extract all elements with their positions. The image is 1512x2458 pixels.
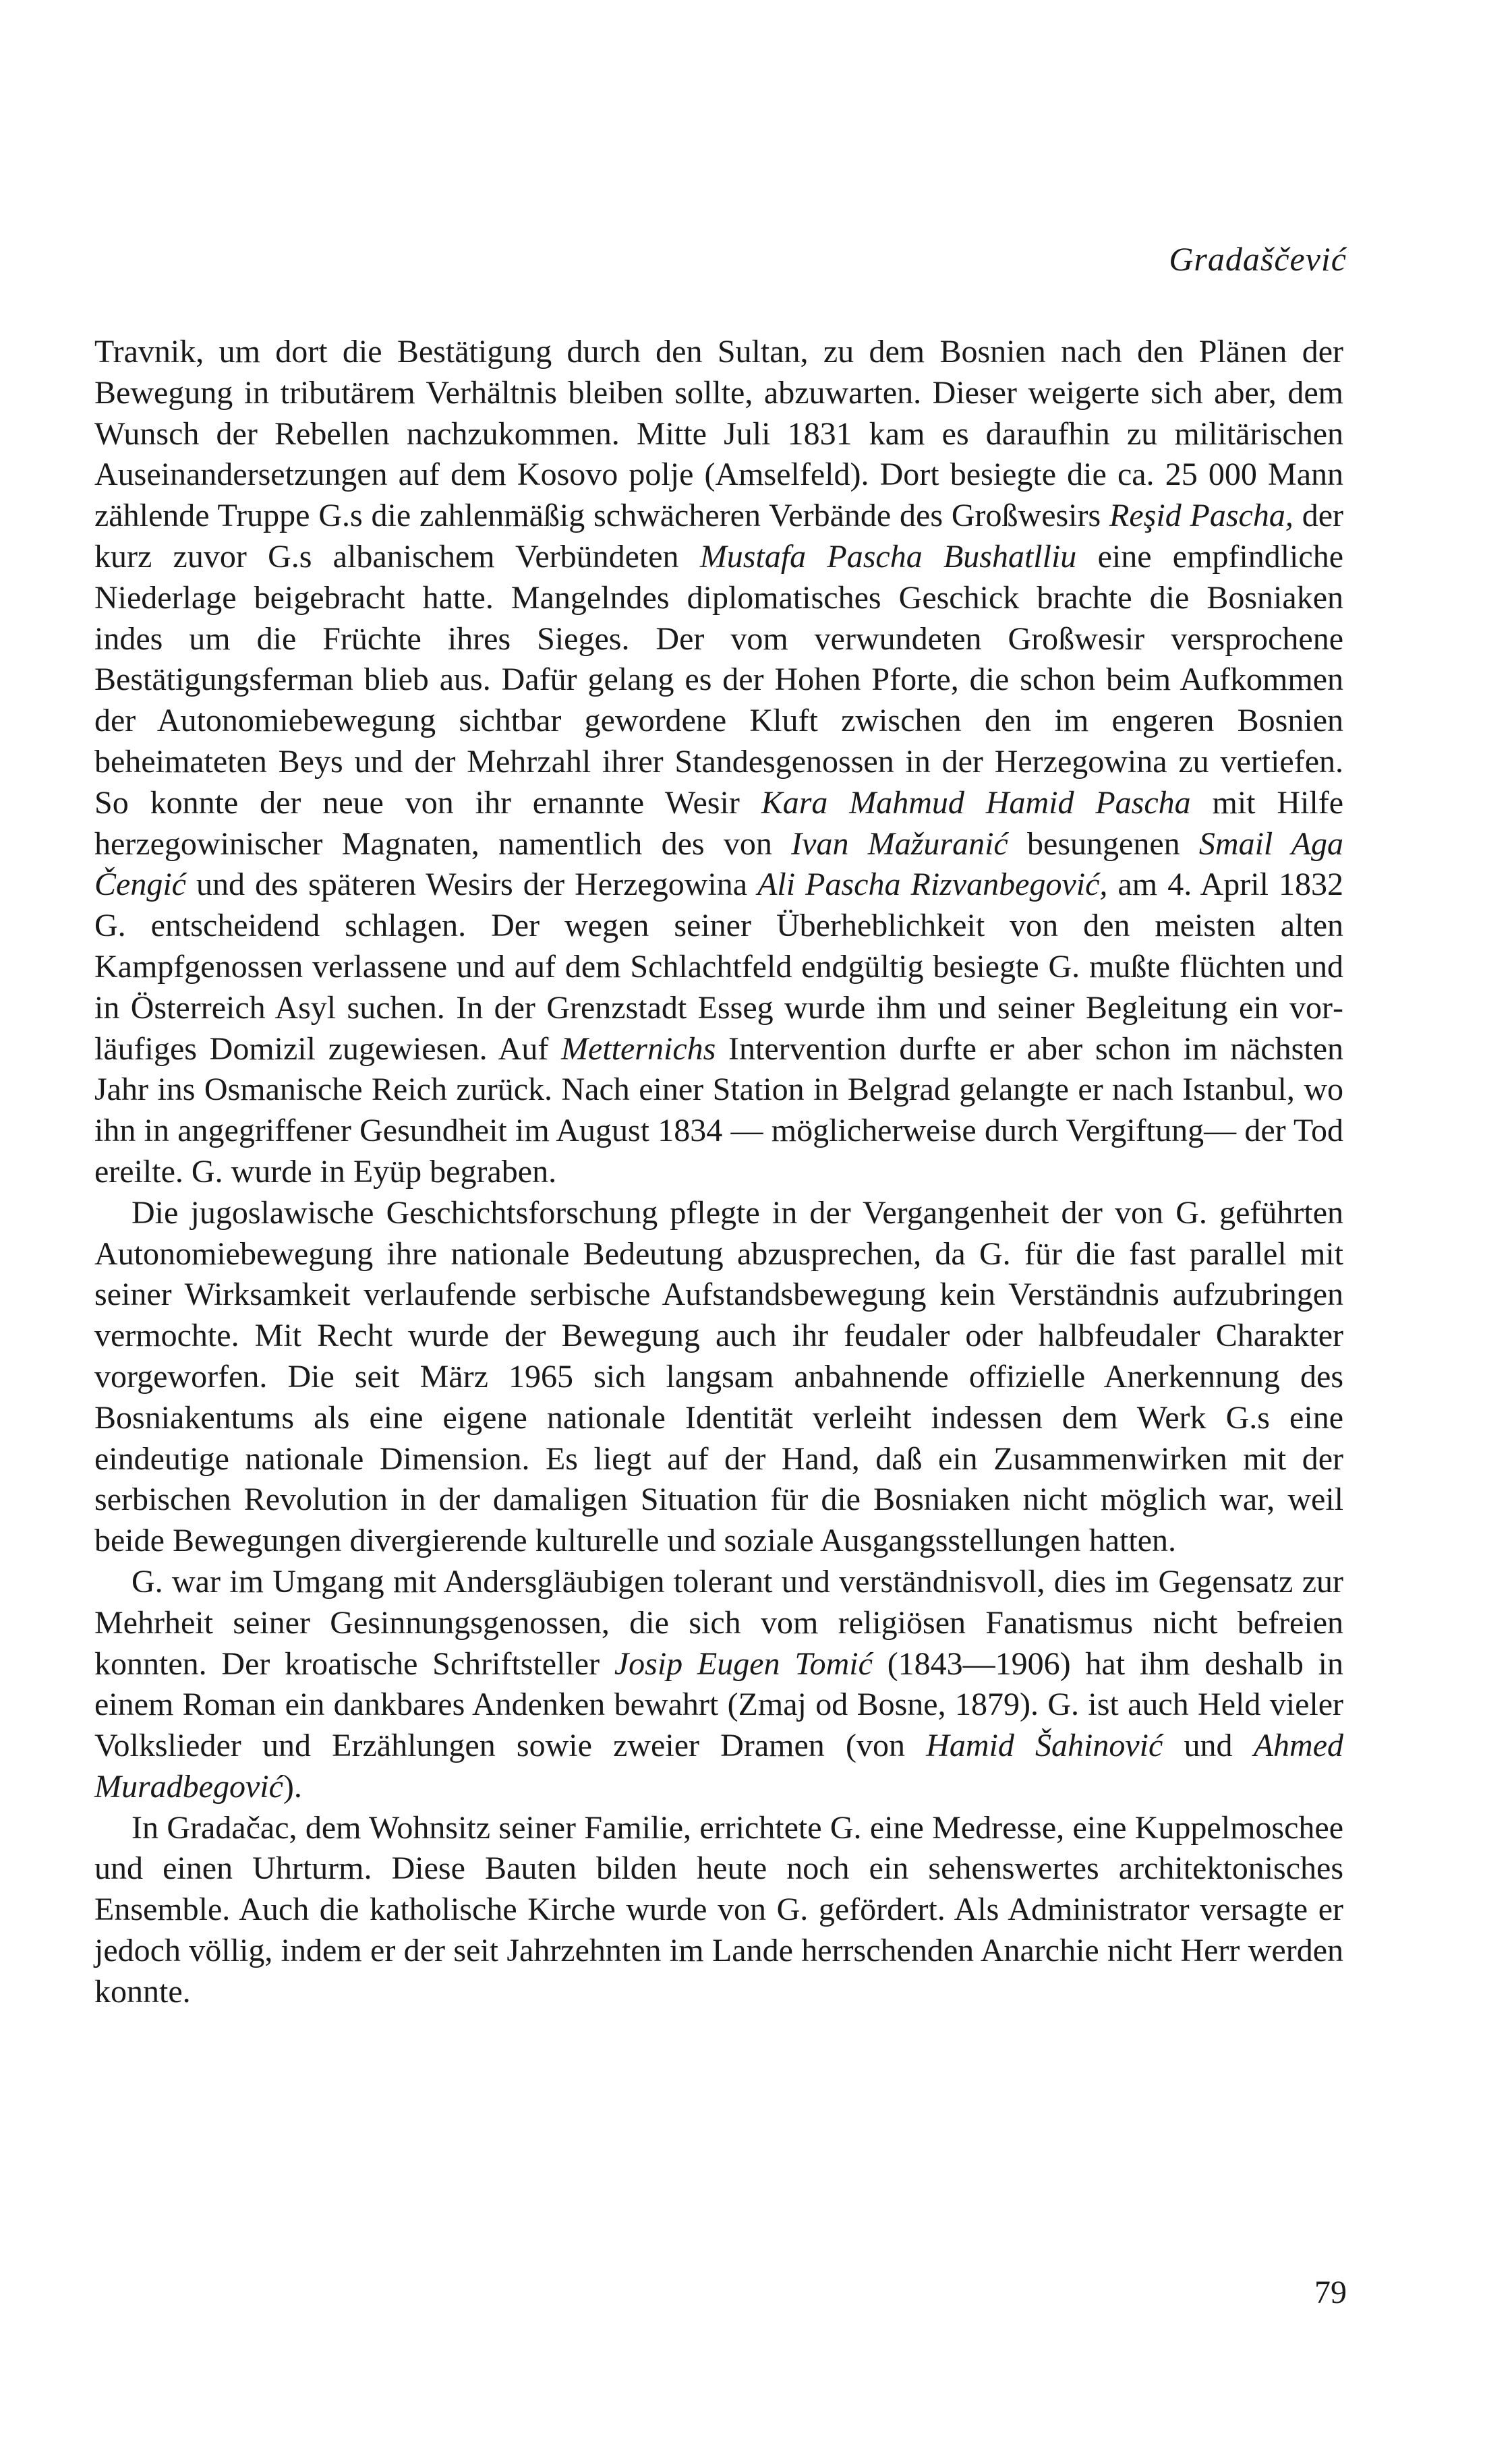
text-run: Travnik, um dort die Bestätigung durch den Sultan, zu dem Bosnien nach den Plänen der Bewegung in tributärem Verhältnis bleiben sollte, abzuwarten. Dieser weigerte sich aber, dem Wunsch der Rebellen nachzukommen. Mitte Juli 1831 kam es daraufhin zu militärischen Auseinandersetzungen auf dem Kosovo polje (Amselfeld). Dort besiegte die ca. 25 000 Mann zählende Truppe G.s die zahlenmäßig schwächeren Verbände des Großwesirs xyxy=(94,334,1343,534)
text-run: besungenen xyxy=(1008,825,1199,862)
body-text xyxy=(94,332,1343,2013)
italic-name: Josip Eugen Tomić xyxy=(614,1645,873,1682)
text-run: In Gradačac, dem Wohnsitz seiner Familie, errichtete G. eine Medresse, eine Kuppelmoschee und einen Uhrturm. Diese Bauten bilden heute noch ein sehenswertes architektonisches Ensemble. Auch die katholische Kirche wurde von G. gefördert. Als Administrator versagte er jedoch völlig, indem er der seit Jahrzehnten im Lande herrschenden Anarchie nicht Herr werden konnte. xyxy=(94,1809,1343,2010)
italic-name: Mustafa Pascha Bushatlliu xyxy=(699,538,1077,575)
text-run: (1843—1906) hat ihm deshalb in einem Roman ein dankbares Andenken bewahrt (Zmaj od Bosne, 1879). G. ist auch Held vieler Volkslieder und Erzählungen sowie zweier Dramen (von xyxy=(94,1645,1343,1764)
page-number: 79 xyxy=(1314,2275,1347,2310)
text-run: eine empfindliche Niederlage beigebracht hatte. Mangelndes diplomatisches Geschick brachte die Bosniaken indes um die Früchte ihres Sieges. Der vom verwundeten Großwesir versprochene Bestätigungsferman blieb aus. Dafür gelang es der Hohen Pforte, die schon beim Aufkommen der Autonomiebewegung sichtbar gewordene Kluft zwischen den im engeren Bosnien beheimateten Beys und der Mehrzahl ihrer Standesgenossen in der Herzegowina zu vertiefen. So konnte der neue von ihr ernannte Wesir xyxy=(94,538,1344,821)
running-head: Gradaščević xyxy=(1169,240,1347,278)
paragraph-1 xyxy=(94,332,1343,1193)
italic-name: Hamid Šahinović xyxy=(926,1728,1163,1764)
italic-name: Metternichs xyxy=(561,1030,716,1067)
italic-name: Ivan Mažuranić xyxy=(791,825,1008,862)
text-run: G. war im Umgang mit Andersgläubigen tolerant und verständnisvoll, dies im Gegensatz zur Mehrheit seiner Gesinnungsgenossen, die sich vom religiösen Fanatismus nicht befreien konnten. Der kroatische Schriftsteller xyxy=(94,1563,1343,1682)
paragraph-2 xyxy=(94,1193,1343,1562)
paragraph-3 xyxy=(94,1562,1343,1808)
text-run: Intervention durfte er aber schon im nächsten Jahr ins Osmanische Reich zurück. Nach einer Station in Belgrad gelangte er nach Istanbul, wo ihn in angegriffener Gesundheit im August 1834 — möglicherweise durch Vergiftung— der Tod ereilte. G. wurde in Eyüp begraben. xyxy=(94,1030,1343,1190)
italic-name: Ahmed Muradbegović xyxy=(94,1728,1344,1805)
text-run: ). xyxy=(283,1768,302,1805)
italic-name: Smail Aga Čengić xyxy=(94,825,1344,903)
italic-name: Ali Pascha Rizvanbegović, xyxy=(757,867,1108,903)
italic-name: Reşid Pascha, xyxy=(1109,498,1293,534)
text-run: am 4. April 1832 G. entscheidend schlagen. Der wegen seiner Überheblichkeit von den meisten alten Kampfgenossen verlassene und auf dem Schlachtfeld endgültig besiegte G. mußte flüchten und in Österreich Asyl suchen. In der Grenzstadt Esseg wurde ihm und seiner Begleitung ein vorläufiges Domizil zugewiesen. Auf xyxy=(94,867,1344,1067)
italic-name: Kara Mahmud Hamid Pascha xyxy=(761,784,1191,821)
text-run: und des späteren Wesirs der Herzegowina xyxy=(185,867,758,903)
text-run: mit Hilfe herzegowinischer Magnaten, namentlich des von xyxy=(94,784,1344,862)
paragraph-4 xyxy=(94,1808,1343,2013)
text-run: Die jugoslawische Geschichtsforschung pflegte in der Vergangenheit der von G. geführten Autonomiebewegung ihre nationale Bedeutung abzusprechen, da G. für die fast parallel mit seiner Wirksamkeit verlaufende serbische Aufstandsbewegung kein Verständnis aufzubringen vermochte. Mit Recht wurde der Bewegung auch ihr feudaler oder halbfeudaler Charakter vorgeworfen. Die seit März 1965 sich langsam anbahnende offizielle Anerkennung des Bosniakentums als eine eigene nationale Identität verleiht indessen dem Werk G.s eine eindeutige nationale Dimension. Es liegt auf der Hand, daß ein Zusammenwirken mit der serbischen Revolution in der damaligen Situation für die Bosniaken nicht möglich war, weil beide Bewegungen divergierende kulturelle und soziale Ausgangsstellungen hatten. xyxy=(94,1194,1343,1559)
text-run: der kurz zuvor G.s albanischem Verbündeten xyxy=(94,498,1344,575)
text-run: und xyxy=(1163,1728,1254,1764)
